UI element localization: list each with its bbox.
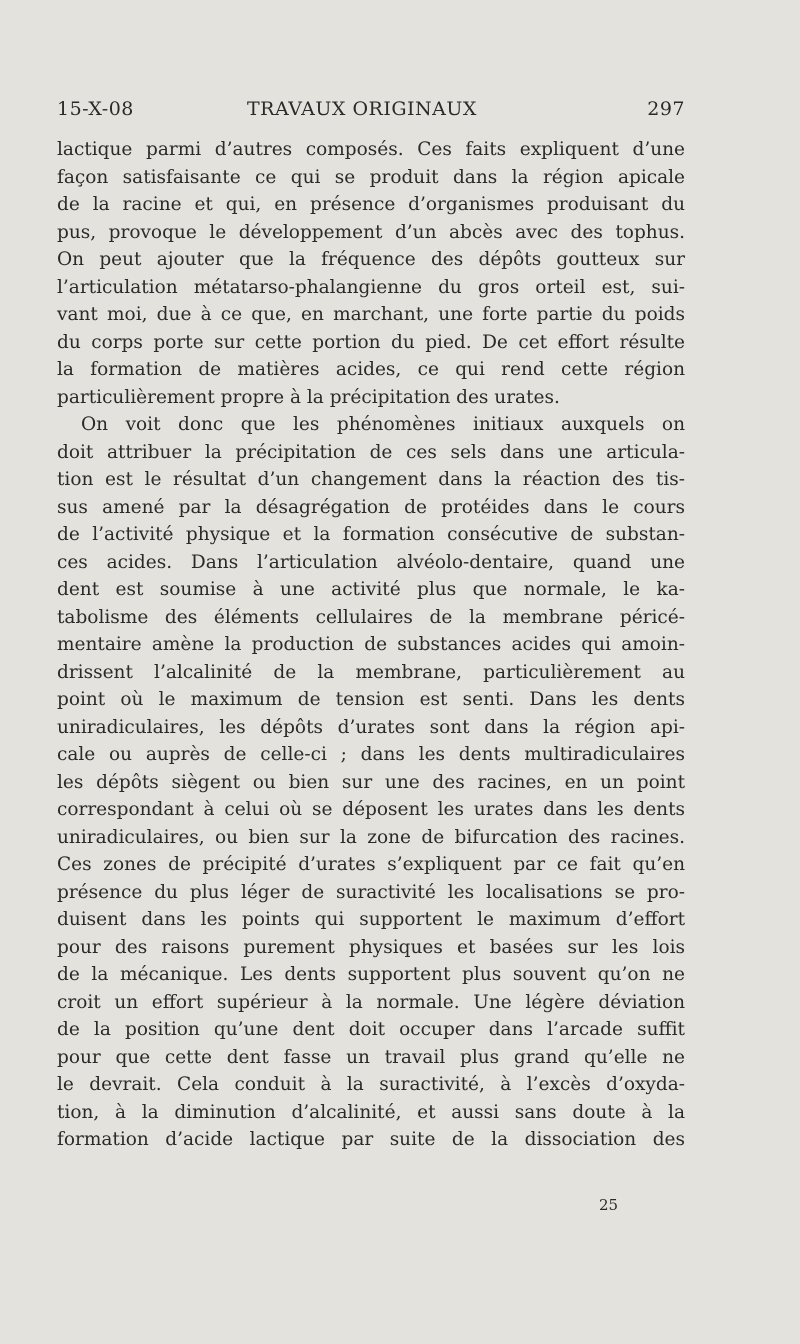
text-line: de la position qu’une dent doit occuper dans l’arcade suffit <box>57 1019 685 1040</box>
text-line: du corps porte sur cette portion du pied. De cet effort résulte <box>57 331 685 353</box>
text-line: pour des raisons purement physiques et basées sur les lois <box>57 936 685 958</box>
text-line: le devrait. Cela conduit à la suractivité, à l’excès d’oxyda- <box>57 1074 685 1095</box>
running-header <box>57 98 685 128</box>
text-line: lactique parmi d’autres composés. Ces faits expliquent d’une <box>57 139 685 160</box>
text-line: particulièrement propre à la précipitation des urates. <box>57 386 560 408</box>
text-line: la formation de matières acides, ce qui rend cette région <box>57 359 685 380</box>
body-text <box>57 136 685 1154</box>
text-line: tion, à la diminution d’alcalinité, et aussi sans doute à la <box>57 1101 685 1123</box>
text-line: cale ou auprès de celle-ci ; dans les dents multiradiculaires <box>57 744 685 765</box>
text-line: point où le maximum de tension est senti. Dans les dents <box>57 689 685 710</box>
text-line: les dépôts siègent ou bien sur une des racines, en un point <box>57 771 685 793</box>
text-line: Ces zones de précipité d’urates s’expliquent par ce fait qu’en <box>57 854 685 875</box>
page-number: 297 <box>647 98 685 120</box>
text-line: l’articulation métatarso-phalangienne du gros orteil est, sui- <box>57 276 685 298</box>
text-line: uniradiculaires, les dépôts d’urates sont dans la région api- <box>57 716 685 738</box>
text-line: sus amené par la désagrégation de protéides dans le cours <box>57 496 685 518</box>
text-line: tabolisme des éléments cellulaires de la membrane péricé- <box>57 606 685 628</box>
text-line: mentaire amène la production de substances acides qui amoin- <box>57 634 685 655</box>
text-line: formation d’acide lactique par suite de la dissociation des <box>57 1129 685 1150</box>
text-line: ces acides. Dans l’articulation alvéolo-dentaire, quand une <box>57 551 685 573</box>
text-line: On peut ajouter que la fréquence des dépôts goutteux sur <box>57 249 685 270</box>
header-title: TRAVAUX ORIGINAUX <box>247 98 477 120</box>
header-date: 15-X-08 <box>57 98 134 120</box>
text-line: pus, provoque le développement d’un abcès avec des tophus. <box>57 221 685 243</box>
text-line: présence du plus léger de suractivité les localisations se pro- <box>57 881 685 903</box>
text-line: correspondant à celui où se déposent les urates dans les dents <box>57 799 685 820</box>
text-line: vant moi, due à ce que, en marchant, une forte partie du poids <box>57 304 685 325</box>
text-line: On voit donc que les phénomènes initiaux auxquels on <box>81 414 685 435</box>
text-line: uniradiculaires, ou bien sur la zone de bifurcation des racines. <box>57 826 685 848</box>
text-line: façon satisfaisante ce qui se produit dans la région apicale <box>57 166 685 188</box>
text-line: doit attribuer la précipitation de ces sels dans une articula- <box>57 441 685 463</box>
text-line: croit un effort supérieur à la normale. Une légère déviation <box>57 991 685 1013</box>
text-line: de la mécanique. Les dents supportent plus souvent qu’on ne <box>57 964 685 985</box>
text-line: de la racine et qui, en présence d’organismes produisant du <box>57 194 685 215</box>
text-line: pour que cette dent fasse un travail plus grand qu’elle ne <box>57 1046 685 1068</box>
text-line: drissent l’alcalinité de la membrane, particulièrement au <box>57 661 685 683</box>
text-line: tion est le résultat d’un changement dans la réaction des tis- <box>57 469 685 490</box>
text-line: duisent dans les points qui supportent le maximum d’effort <box>57 909 685 930</box>
text-line: de l’activité physique et la formation consécutive de substan- <box>57 524 685 545</box>
text-line: dent est soumise à une activité plus que normale, le ka- <box>57 579 685 600</box>
signature-mark: 25 <box>599 1196 619 1214</box>
